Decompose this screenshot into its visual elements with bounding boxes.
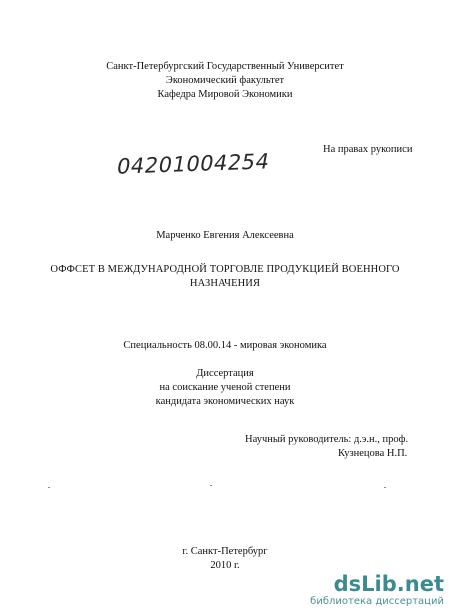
university-name: Санкт-Петербургский Государственный Университет [106, 61, 344, 72]
degree-purpose: на соискание ученой степени [159, 382, 291, 393]
year: 2010 г. [210, 560, 240, 571]
faculty-name: Экономический факультет [165, 75, 285, 86]
dissertation-title-line-1: ОФФСЕТ В МЕЖДУНАРОДНОЙ ТОРГОВЛЕ ПРОДУКЦИЕЙ ВОЕННОГО [50, 264, 400, 275]
scan-speck [48, 487, 50, 488]
watermark-tagline: библиотека диссертаций [310, 596, 444, 607]
dissertation-title-line-2: НАЗНАЧЕНИЯ [189, 278, 261, 289]
department-name: Кафедра Мировой Экономики [157, 89, 293, 100]
author-name: Марченко Евгения Алексеевна [156, 230, 294, 241]
watermark [310, 572, 444, 611]
scan-speck [210, 485, 212, 486]
supervisor-label: Научный руководитель: д.э.н., проф. [245, 434, 409, 445]
watermark-logo: dsLib.net [333, 572, 444, 596]
degree-name: кандидата экономических наук [155, 396, 295, 407]
supervisor-name: Кузнецова Н.П. [338, 448, 408, 459]
handwritten-registration-number: 04201004254 [114, 149, 272, 179]
dissertation-label: Диссертация [196, 368, 254, 379]
specialty-line: Специальность 08.00.14 - мировая экономика [123, 340, 327, 351]
manuscript-note: На правах рукописи [323, 144, 413, 155]
scan-speck [384, 487, 386, 488]
city-name: г. Санкт-Петербург [182, 546, 268, 557]
